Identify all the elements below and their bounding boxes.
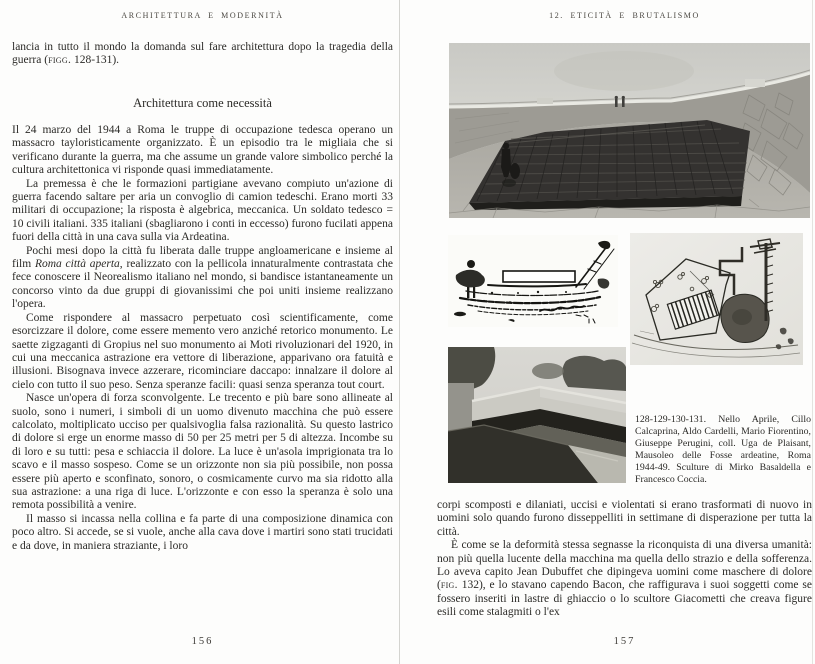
text-segment: 128-131). [71,54,120,67]
right-page-body [437,499,812,631]
left-page-body [12,124,393,624]
paragraph [12,513,393,553]
text-segment: Come rispondere al massacro perpetuato così scientificamente, come esorcizzare il dolore, come essere memento vero anziché retorico monumento. Le saette zigzaganti di Gropius nel suo monumento ai Moti rivoluzionari del 1920, in cui una meccanica astrazione era vettore di liberazione, apparivano ora fatuità e illusioni. Bisognava invece azzerare, ricominciare daccapo: innalzare il dolore al cielo con tutto il suo peso. Senza speranze facili: quasi senza speranza tout court. [12,311,393,391]
figure-caption: 128-129-130-131. Nello Aprile, Cillo Calcaprina, Aldo Cardelli, Mario Fiorentino, Giuseppe Perugini, coll. Uga de Plaisant, Mausoleo delle Fosse ardeatine, Roma 1944-49. Sculture di Mirko Basaldella e Francesco Coccia. [635,414,811,486]
text-segment: Il masso si incassa nella collina e fa parte di una composizione dinamica con poco altro. Si accede, se si vuole, anche alla cava dove i martiri sono stati trucidati e da dove, in maniera straziante, i loro [12,512,393,552]
paragraph [12,178,393,245]
right-running-header: 12. ETICITÀ E BRUTALISMO [549,11,700,20]
ink-sketch-illustration [448,235,618,327]
left-continuation-paragraph [12,41,393,68]
page-gutter-line [399,0,400,664]
text-segment: Nasce un'opera di forza sconvolgente. Le trecento e più bare sono allineate al suolo, sono i numeri, i simboli di un uomo divenuto macchina che può essere calcolato, moltiplicato ucciso per qualsivoglia falsa razionalità. Su questo lastrico di dolore si erge un enorme masso di 50 per 25 metri per 5 di altezza. Incombe su di loro e su tutti: pesa e schiaccia il dolore. La luce è un'asola imprigionata tra lo scavo e il masso sospeso. Come se un orizzonte non sia più possibile, non possa essere più aperto e sconfinato, sonoro, o cosmicamente curvo ma sia ridotto alla sua astrazione: a una riga di luce. L'orizzonte e con esso la speranza è solo una remota possibilità a venire. [12,392,393,512]
figure-mausoleum-exterior-photo [448,347,626,483]
paragraph [12,392,393,513]
paragraph [12,312,393,392]
left-page-number: 156 [191,636,214,647]
right-page-edge-line [812,0,813,664]
right-page-number: 157 [613,636,636,647]
text-segment: lancia in tutto il mondo la domanda sul fare architettura dopo la tragedia della guerra ( [12,41,393,67]
text-segment: Pochi mesi dopo la città fu liberata dalle truppe angloamericane e insieme al film [12,244,393,271]
figure-mausoleum-canopy-photo [449,43,810,218]
text-segment: figg. [48,54,72,67]
section-title: Architettura come necessità [133,96,272,110]
text-segment: fig. [440,579,458,592]
figure-perspective-ink-sketch [448,235,618,327]
figure-site-plan-sketch [630,233,803,365]
site-plan-illustration [630,233,803,365]
text-segment: corpi scomposti e dilaniati, uccisi e violentati si erano trasformati di nuovo in uomini solo quando furono disseppelliti in settimane di disperazione per tutta la città. [437,499,812,538]
paragraph [12,245,393,312]
text-segment: La premessa è che le formazioni partigiane avevano compiuto un'azione di guerra facendo saltare per aria un convoglio di camion tedeschi. Erano morti 33 militari di occupazione; la risposta è algebrica, meccanica. Un soldato tedesco = 10 civili italiani. 335 italiani (sbagliarono i conti in eccesso) furono fucilati appena fuori della città in una cava sulla via Ardeatina. [12,177,393,244]
text-segment: È come se la deformità stessa segnasse la riconquista di una diversa umanità: non più quella lucente della macchina ma quella dello strazio e della sofferenza. Lo aveva capito Jean Dubuffet che dipingeva uomini come maschere di dolore ( [437,539,812,592]
text-segment: Il 24 marzo del 1944 a Roma le truppe di occupazione tedesca operano un massacro tayloristicamente organizzato. È un episodio tra le migliaia che si verificano durante la guerra, ma che assume un grande valore simbolico perché la cultura architettonica vi risponde quasi immediatamente. [12,124,393,177]
exterior-photo-illustration [448,347,626,483]
text-segment: , realizzato con la pellicola innaturalmente contrastata che fece conoscere il Neorealismo italiano nel mondo, si bandisce istantaneamente un concorso vinto da due gruppi di giovanissimi che poi uniti insieme realizzano l'opera. [12,258,393,311]
text-segment: 132), e lo stavano capendo Bacon, che raffigurava i suoi soggetti come se fossero inseriti in lastre di ghiaccio o lo scultore Giacometti che creava figure esili come stalagmiti o l'ex [437,579,812,619]
paragraph [437,539,812,619]
left-running-header: ARCHITETTURA E MODERNITÀ [121,11,284,20]
paragraph [12,124,393,178]
canopy-photo-illustration [449,43,810,218]
paragraph [437,499,812,539]
text-segment: Roma città aperta [34,258,120,271]
